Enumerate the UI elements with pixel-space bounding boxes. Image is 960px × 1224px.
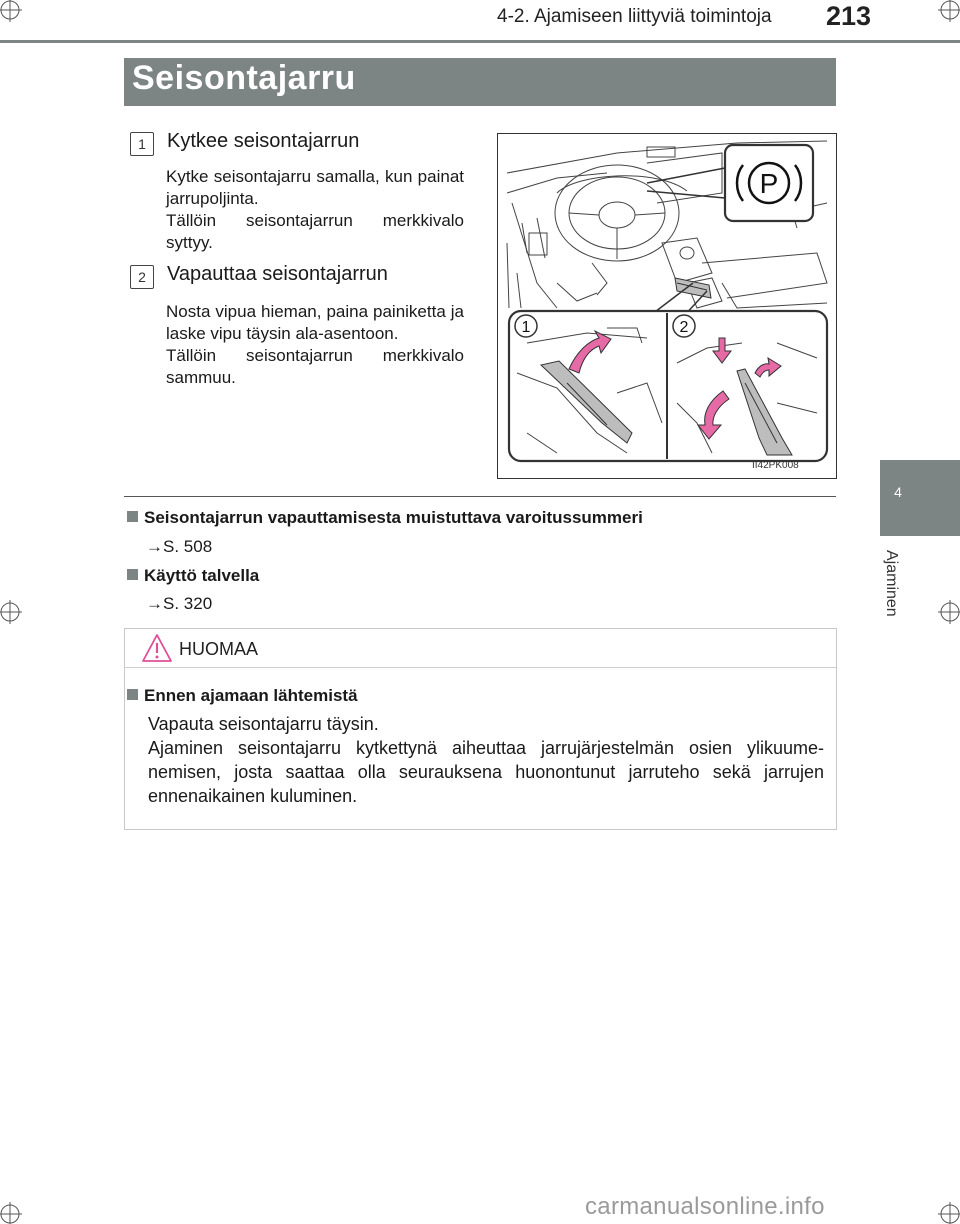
chapter-heading: 4-2. Ajamiseen liittyviä toimintoja <box>497 6 772 27</box>
caution-bullet-icon <box>127 689 138 700</box>
caution-heading-text: Ennen ajamaan lähtemistä <box>144 686 358 705</box>
caution-heading <box>127 686 358 706</box>
note-bullet-icon <box>127 511 138 522</box>
header-rule <box>0 40 960 43</box>
note-1-heading <box>127 508 643 528</box>
section-separator <box>124 496 836 497</box>
step-2-badge: 2 <box>130 265 154 289</box>
step-2-line-2: Tällöin seisontajarrun merkkivalo sammuu. <box>166 346 464 387</box>
step-2-title: Vapauttaa seisontajarrun <box>167 263 388 285</box>
indicator-symbol: P <box>759 168 779 199</box>
detail-callout-1: 1 <box>521 319 531 336</box>
warning-triangle-icon <box>141 633 173 663</box>
figure-code: II42PK008 <box>752 460 799 471</box>
step-1-title: Kytkee seisontajarrun <box>167 130 360 152</box>
note-1-heading-text: Seisontajarrun vapauttamisesta muistuttava varoitussummeri <box>144 508 643 527</box>
chapter-tab-number: 4 <box>894 484 902 500</box>
caution-label: HUOMAA <box>179 639 259 659</box>
note-bullet-icon <box>127 569 138 580</box>
note-2-heading <box>127 566 259 586</box>
step-2-line-1: Nosta vipua hieman, paina painiketta ja laske vipu täysin ala-asentoon. <box>166 302 464 343</box>
chapter-tab-label <box>872 550 912 640</box>
step-1-body <box>166 166 464 254</box>
caution-line-2: Ajaminen seisontajarru kytkettynä aiheuttaa jarrujärjestelmän osien ylikuume-nemisen, josta saattaa olla seurauksena huonontunut jarruteho sekä jarrujen ennenaikainen kuluminen. <box>148 738 824 806</box>
detail-callout-2: 2 <box>679 319 689 336</box>
caution-divider <box>125 667 836 668</box>
page-number: 213 <box>826 1 872 31</box>
step-1-badge: 1 <box>130 132 154 156</box>
caution-body <box>148 712 824 808</box>
note-2-heading-text: Käyttö talvella <box>144 566 260 585</box>
section-title: Seisontajarru <box>132 59 356 97</box>
watermark: carmanualsonline.info <box>585 1193 825 1220</box>
caution-line-1: Vapauta seisontajarru täysin. <box>148 714 379 734</box>
note-2-reference: →S. 320 <box>146 594 213 613</box>
parking-brake-illustration <box>497 133 837 479</box>
step-1-line-2: Tällöin seisontajarrun merkkivalo syttyy. <box>166 211 464 252</box>
step-1-line-1: Kytke seisontajarru samalla, kun painat jarrupoljinta. <box>166 167 464 208</box>
chapter-tab-label-text: Ajaminen <box>883 550 900 617</box>
step-2-body <box>166 301 464 389</box>
note-1-reference: →S. 508 <box>146 537 213 556</box>
